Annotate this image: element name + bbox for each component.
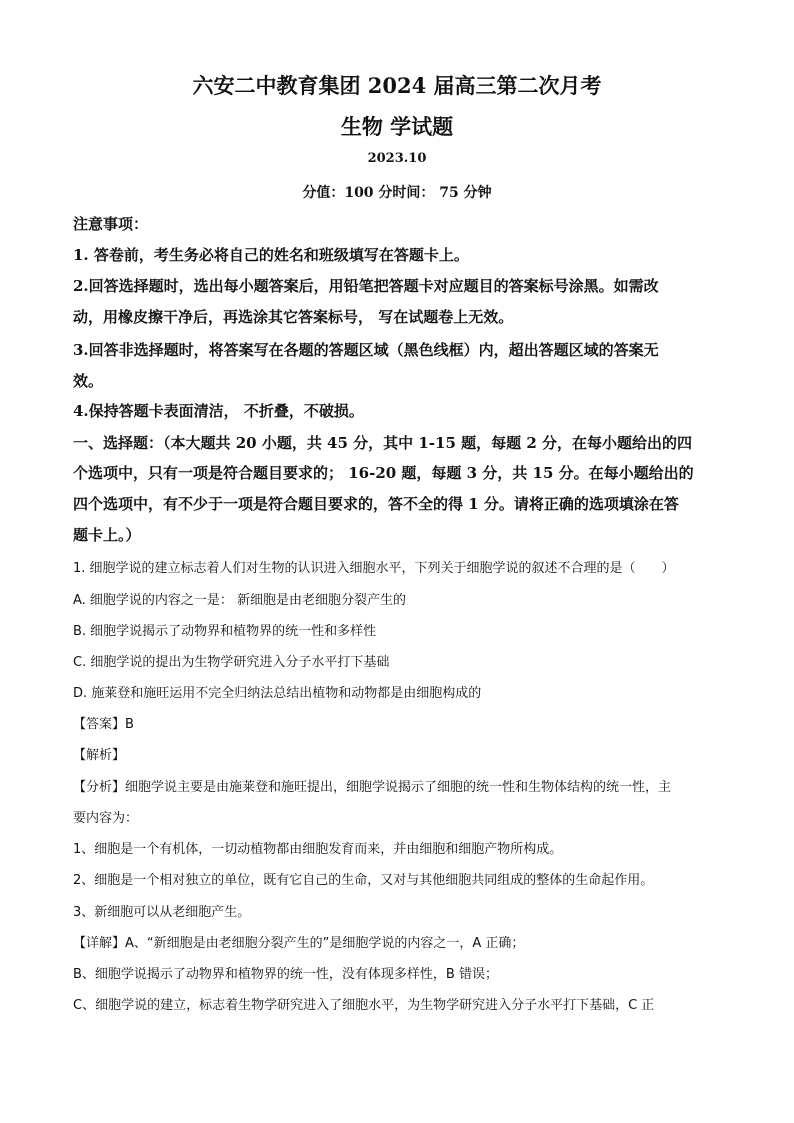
section-intro-line-2: 个选项中，只有一项是符合题目要求的； 16-20 题，每题 3 分，共 15 分。在每小题给出的	[73, 464, 694, 482]
question-1-option-d: D. 施莱登和施旺运用不完全归纳法总结出植物和动物都是由细胞构成的	[73, 686, 482, 701]
analysis-point-1: 1、细胞是一个有机体，一切动植物都由细胞发育而来，并由细胞和细胞产物所构成。	[73, 842, 563, 857]
analysis-label: 【解析】	[73, 748, 126, 763]
exam-date: 2023.10	[367, 151, 427, 166]
exam-score-time: 分值：100 分时间： 75 分钟	[302, 185, 492, 201]
detail-c: C、细胞学说的建立，标志着生物学研究进入了细胞水平，为生物学研究进入分子水平打下基础，C 正	[73, 998, 655, 1013]
section-intro-line-3: 四个选项中，有不少于一项是符合题目要求的，答不全的得 1 分。请将正确的选项填涂在答	[73, 495, 679, 513]
analysis-fenxi-line-2: 要内容为：	[73, 811, 139, 826]
note-3-line-2: 效。	[73, 372, 104, 390]
question-1-option-b: B. 细胞学说揭示了动物界和植物界的统一性和多样性	[73, 624, 377, 639]
note-1: 1. 答卷前，考生务必将自己的姓名和班级填写在答题卡上。	[73, 246, 469, 264]
exam-title: 六安二中教育集团 2024 届高三第二次月考	[192, 73, 602, 98]
note-2-line-1: 2.回答选择题时，选出每小题答案后，用铅笔把答题卡对应题目的答案标号涂黑。如需改	[73, 277, 659, 295]
answer-label: 【答案】B	[73, 717, 134, 732]
analysis-point-3: 3、新细胞可以从老细胞产生。	[73, 905, 251, 920]
exam-subject: 生物 学试题	[340, 114, 454, 139]
section-intro-line-4: 题卡上。）	[73, 526, 141, 544]
note-3-line-1: 3.回答非选择题时，将答案写在各题的答题区域（黑色线框）内，超出答题区域的答案无	[73, 341, 659, 359]
detail-a: 【详解】A、“新细胞是由老细胞分裂产生的”是细胞学说的内容之一，A 正确；	[73, 936, 525, 951]
notes-heading: 注意事项：	[73, 215, 149, 233]
question-1-option-c: C. 细胞学说的提出为生物学研究进入分子水平打下基础	[73, 655, 390, 670]
analysis-point-2: 2、细胞是一个相对独立的单位，既有它自己的生命，又对与其他细胞共同组成的整体的生命起作用。	[73, 873, 654, 888]
section-intro-line-1: 一、选择题：（本大题共 20 小题，共 45 分，其中 1-15 题，每题 2 分，在每小题给出的四	[73, 434, 693, 452]
detail-b: B、细胞学说揭示了动物界和植物界的统一性，没有体现多样性，B 错误；	[73, 967, 498, 982]
note-4: 4.保持答题卡表面清洁， 不折叠，不破损。	[73, 402, 364, 420]
question-1-stem: 1. 细胞学说的建立标志着人们对生物的认识进入细胞水平，下列关于细胞学说的叙述不合理的是（ ）	[73, 561, 675, 576]
question-1-option-a: A. 细胞学说的内容之一是： 新细胞是由老细胞分裂产生的	[73, 593, 407, 608]
analysis-fenxi-line-1: 【分析】细胞学说主要是由施莱登和施旺提出，细胞学说揭示了细胞的统一性和生物体结构的统一性，主	[73, 780, 672, 795]
note-2-line-2: 动，用橡皮擦干净后，再选涂其它答案标号， 写在试题卷上无效。	[73, 308, 514, 326]
